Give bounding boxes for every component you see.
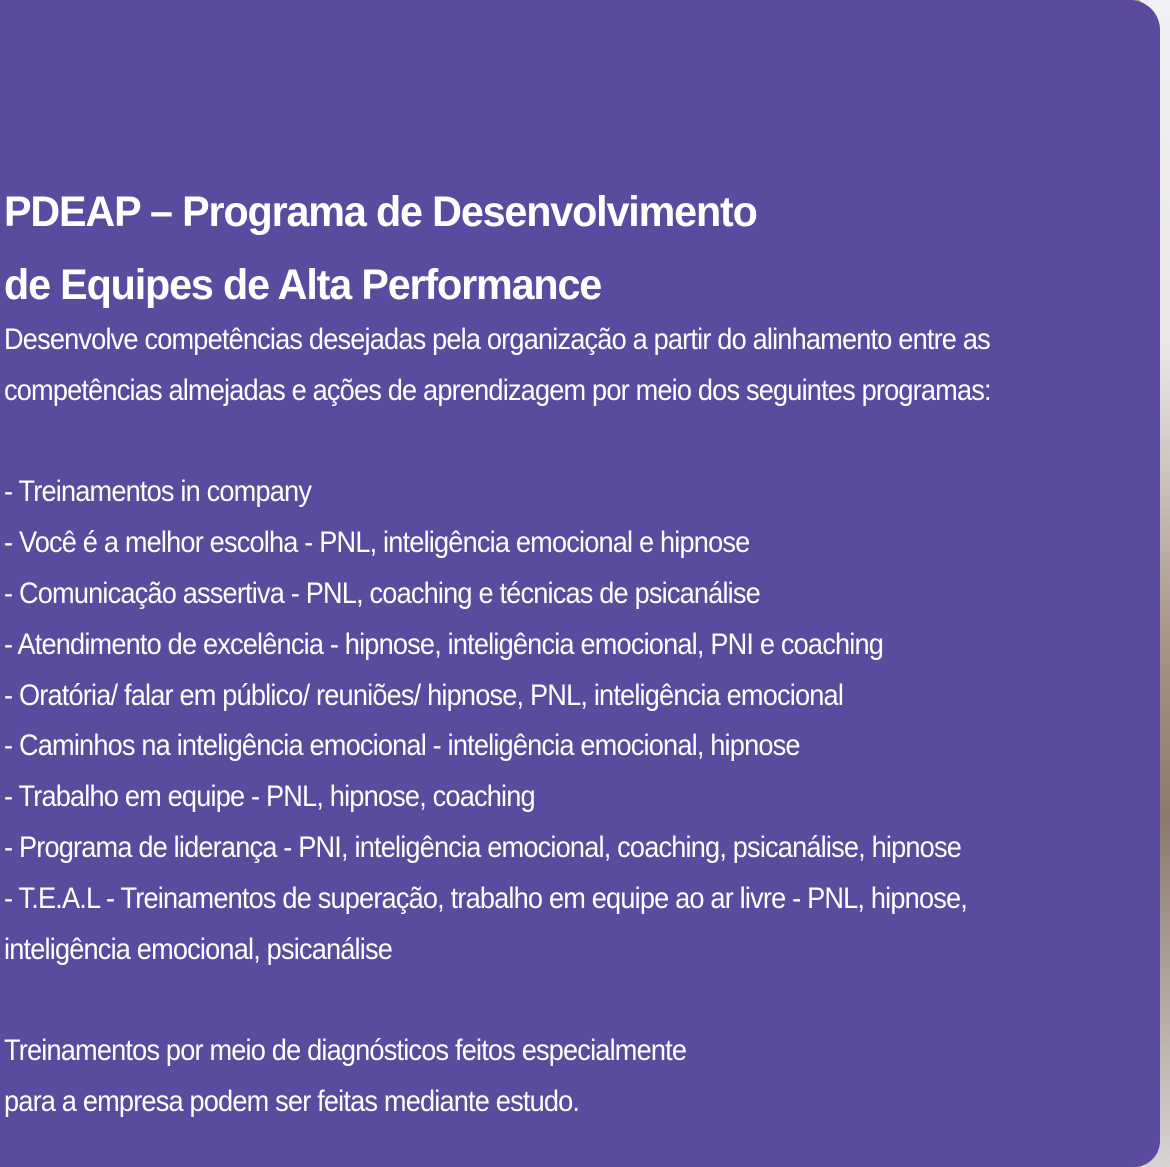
title-line-2: de Equipes de Alta Performance <box>4 261 602 309</box>
intro-line-2: competências almejadas e ações de aprendizagem por meio dos seguintes programas: <box>4 373 991 407</box>
program-item: - Programa de liderança - PNI, inteligência emocional, coaching, psicanálise, hipnose <box>4 830 961 864</box>
footer-line-2: para a empresa podem ser feitas mediante estudo. <box>4 1084 580 1118</box>
spacer <box>4 975 1154 1026</box>
program-item: - Caminhos na inteligência emocional - inteligência emocional, hipnose <box>4 729 800 763</box>
spacer <box>4 417 1154 468</box>
page-title <box>4 176 964 322</box>
intro-line-1: Desenvolve competências desejadas pela organização a partir do alinhamento entre as <box>4 323 990 356</box>
program-item: - Atendimento de excelência - hipnose, inteligência emocional, PNI e coaching <box>4 627 884 661</box>
program-item: - Trabalho em equipe - PNL, hipnose, coaching <box>4 780 535 814</box>
body-text <box>4 315 1154 1128</box>
program-item: - Comunicação assertiva - PNL, coaching e técnicas de psicanálise <box>4 576 760 610</box>
program-item-continuation: inteligência emocional, psicanálise <box>4 932 393 966</box>
program-item: - Você é a melhor escolha - PNL, inteligência emocional e hipnose <box>4 526 750 560</box>
program-item: - T.E.A.L - Treinamentos de superação, trabalho em equipe ao ar livre - PNL, hipnose, <box>4 881 968 915</box>
program-item: - Oratória/ falar em público/ reuniões/ hipnose, PNL, inteligência emocional <box>4 678 844 712</box>
program-item: - Treinamentos in company <box>4 475 312 509</box>
program-list <box>4 467 1154 975</box>
footer-line-1: Treinamentos por meio de diagnósticos feitos especialmente <box>4 1034 687 1068</box>
title-line-1: PDEAP – Programa de Desenvolvimento <box>4 188 757 236</box>
